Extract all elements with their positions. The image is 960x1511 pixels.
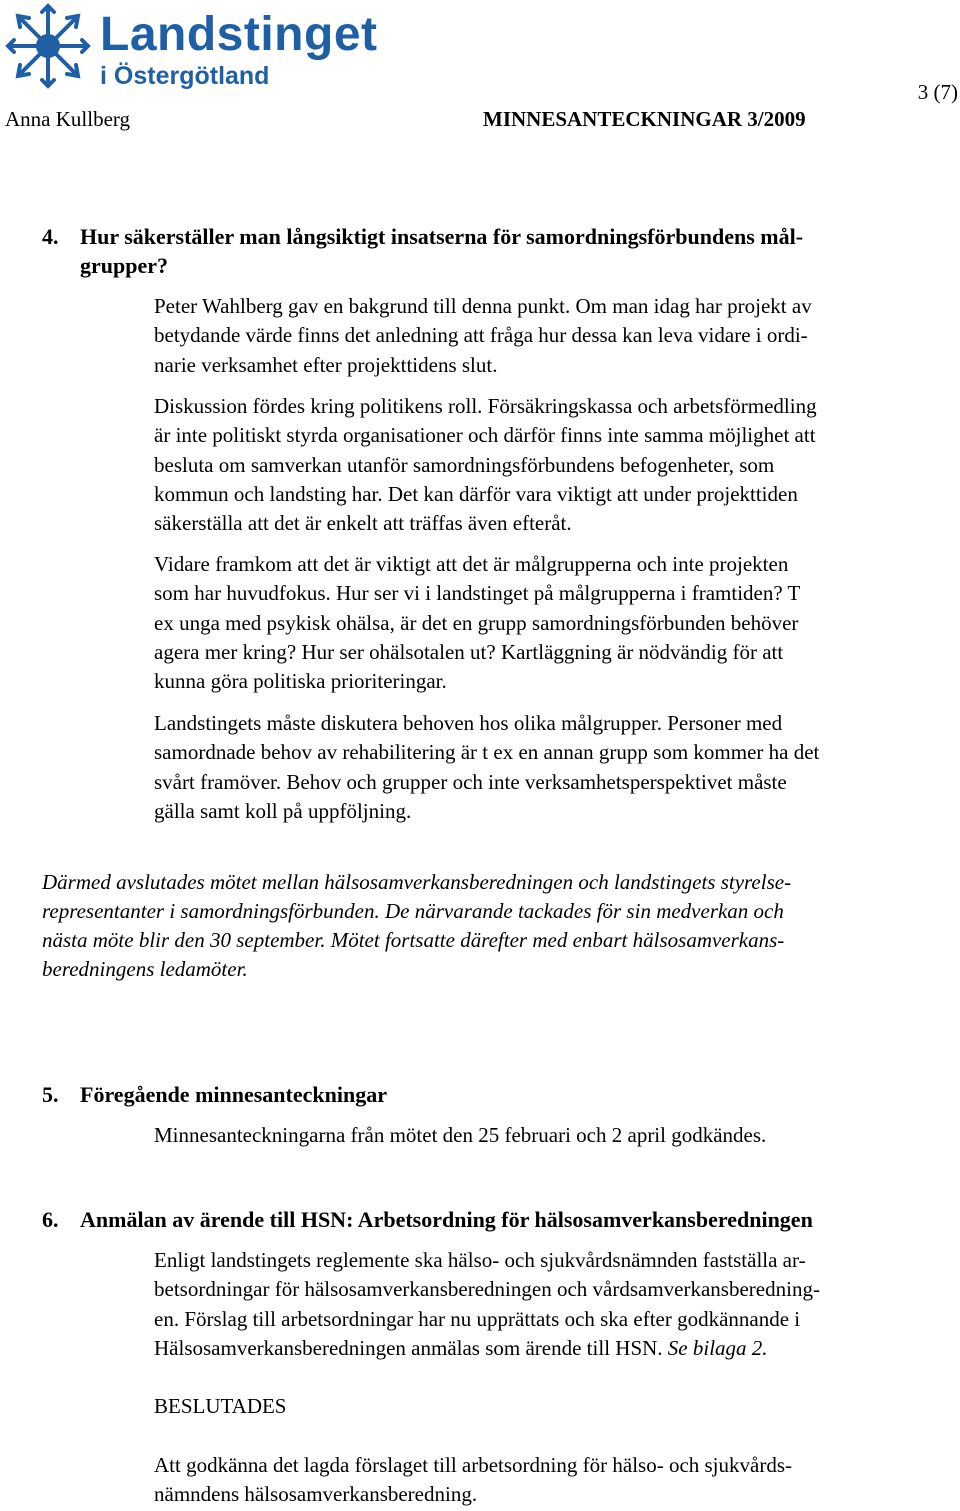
decision-label xyxy=(154,1392,960,1421)
text-line: betsordningar för hälsosamverkansberedningen och vårdsamverkansberedning- xyxy=(154,1277,820,1302)
text-span: Hälsosamverkansberedningen anmälas som ärende till HSN. xyxy=(154,1335,668,1360)
decision-paragraph xyxy=(154,1451,960,1510)
cornflower-logo-icon xyxy=(4,2,96,94)
section-number: 5. xyxy=(42,1082,59,1107)
text-line: narie verksamhet efter projekttidens slut. xyxy=(154,352,498,377)
text-line: BESLUTADES xyxy=(154,1394,287,1418)
text-line: som har huvudfokus. Hur ser vi i landstinget på målgrupperna i framtiden? T xyxy=(154,581,801,606)
text-line: ex unga med psykisk ohälsa, är det en grupp samordningsförbunden behöver xyxy=(154,610,799,635)
author-name: Anna Kullberg xyxy=(5,107,131,131)
section-title: Föregående minnesanteckningar xyxy=(80,1082,387,1107)
paragraph xyxy=(154,1121,960,1150)
text-line: betydande värde finns det anledning att fråga hur dessa kan leva vidare i ordi- xyxy=(154,323,808,348)
paragraph xyxy=(154,550,960,696)
section-6-heading xyxy=(42,1205,813,1234)
section-title: Anmälan av ärende till HSN: Arbetsordning för hälsosamverkansberedningen xyxy=(80,1207,813,1232)
section-number: 4. xyxy=(42,224,59,249)
document-title: MINNESANTECKNINGAR 3/2009 xyxy=(483,107,806,131)
text-line: kommun och landsting har. Det kan därför vara viktigt att under projekttiden xyxy=(154,481,798,506)
section-number: 6. xyxy=(42,1207,59,1232)
text-line: Peter Wahlberg gav en bakgrund till denna punkt. Om man idag har projekt av xyxy=(154,294,812,318)
text-line: gälla samt koll på uppföljning. xyxy=(154,798,412,823)
logo-wordmark xyxy=(100,10,378,90)
section-title-line: grupper? xyxy=(80,253,168,278)
text-line: en. Förslag till arbetsordningar har nu upprättats och ska efter godkännande i xyxy=(154,1306,801,1331)
text-line: samordnade behov av rehabilitering är t ex en annan grupp som kommer ha det xyxy=(154,740,820,765)
text-line xyxy=(154,1334,960,1363)
text-line: Därmed avslutades mötet mellan hälsosamverkansberedningen och landstingets styrelse- xyxy=(42,870,792,894)
paragraph xyxy=(154,1246,960,1363)
section-5-heading xyxy=(42,1080,387,1109)
logo-title: Landstinget xyxy=(100,8,378,61)
text-line: besluta om samverkan utanför samordningsförbundens befogenheter, som xyxy=(154,452,775,477)
text-line: kunna göra politiska prioriteringar. xyxy=(154,669,447,694)
text-line: Minnesanteckningarna från mötet den 25 februari och 2 april godkändes. xyxy=(154,1123,767,1147)
logo-subtitle: i Östergötland xyxy=(100,62,270,90)
text-line: är inte politiskt styrda organisationer och därför finns inte samma möjlighet att xyxy=(154,423,816,448)
text-line: representanter i samordningsförbunden. De närvarande tackades för sin medverkan och xyxy=(42,899,784,923)
text-line: Vidare framkom att det är viktigt att det är målgrupperna och inte projekten xyxy=(154,552,789,576)
text-line: säkerställa att det är enkelt att träffas även efteråt. xyxy=(154,511,572,536)
paragraph xyxy=(154,292,960,380)
text-line: Landstingets måste diskutera behoven hos olika målgrupper. Personer med xyxy=(154,711,783,735)
text-line: Att godkänna det lagda förslaget till arbetsordning för hälso- och sjukvårds- xyxy=(154,1453,792,1477)
appendix-reference: Se bilaga 2. xyxy=(667,1335,768,1360)
text-line: svårt framöver. Behov och grupper och inte verksamhetsperspektivet måste xyxy=(154,769,787,794)
text-line: beredningens ledamöter. xyxy=(42,957,248,981)
text-line: Enligt landstingets reglemente ska hälso- och sjukvårdsnämnden fastställa ar- xyxy=(154,1248,806,1272)
text-line: agera mer kring? Hur ser ohälsotalen ut? Kartläggning är nödvändig för att xyxy=(154,639,784,664)
text-line: Diskussion fördes kring politikens roll. Försäkringskassa och arbetsförmedling xyxy=(154,394,817,418)
closing-paragraph xyxy=(42,868,958,984)
text-line: nästa möte blir den 30 september. Mötet fortsatte därefter med enbart hälsosamverkans- xyxy=(42,928,785,952)
section-4-heading xyxy=(42,222,803,280)
text-line: nämndens hälsosamverkansberedning. xyxy=(154,1482,478,1507)
paragraph xyxy=(154,709,960,826)
page-number: 3 (7) xyxy=(917,80,958,104)
paragraph xyxy=(154,392,960,538)
section-title-line: Hur säkerställer man långsiktigt insatserna för samordningsförbundens mål- xyxy=(80,224,804,249)
